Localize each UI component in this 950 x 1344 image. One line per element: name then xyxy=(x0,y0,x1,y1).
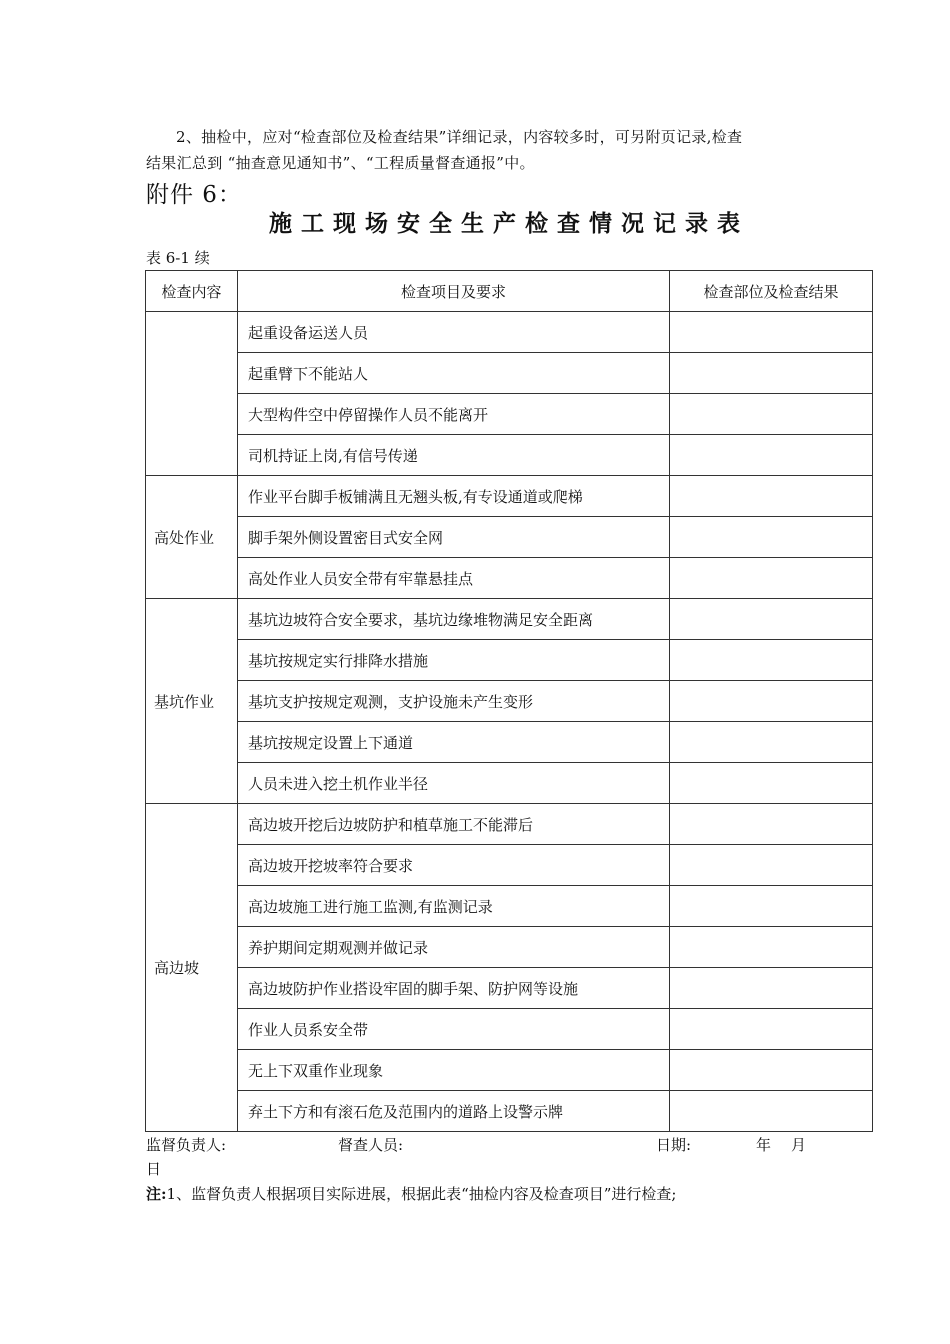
requirement-cell: 大型构件空中停留操作人员不能离开 xyxy=(238,394,670,435)
category-cell: 高处作业 xyxy=(146,476,238,599)
table-row xyxy=(146,763,873,804)
table-header-row xyxy=(146,271,873,312)
requirement-cell: 人员未进入挖土机作业半径 xyxy=(238,763,670,804)
header-results: 检查部位及检查结果 xyxy=(670,271,873,312)
table-row xyxy=(146,722,873,763)
inspection-table xyxy=(145,270,873,1132)
result-cell[interactable] xyxy=(670,763,873,804)
result-cell[interactable] xyxy=(670,1050,873,1091)
result-cell[interactable] xyxy=(670,968,873,1009)
supervisor-label: 监督负责人: xyxy=(146,1136,227,1154)
table-row xyxy=(146,476,873,517)
table-row xyxy=(146,640,873,681)
table-row xyxy=(146,1009,873,1050)
requirement-cell: 弃土下方和有滚石危及范围内的道路上设警示牌 xyxy=(238,1091,670,1132)
requirement-cell: 高边坡施工进行施工监测,有监测记录 xyxy=(238,886,670,927)
footnote-text: 1、监督负责人根据项目实际进展，根据此表“抽检内容及检查项目”进行检查; xyxy=(166,1185,677,1203)
result-cell[interactable] xyxy=(670,558,873,599)
day-label: 日 xyxy=(146,1160,162,1178)
table-row xyxy=(146,845,873,886)
requirement-cell: 司机持证上岗,有信号传递 xyxy=(238,435,670,476)
result-cell[interactable] xyxy=(670,804,873,845)
requirement-cell: 高处作业人员安全带有牢靠悬挂点 xyxy=(238,558,670,599)
requirement-cell: 基坑按规定实行排降水措施 xyxy=(238,640,670,681)
table-row xyxy=(146,435,873,476)
category-cell: 基坑作业 xyxy=(146,599,238,804)
result-cell[interactable] xyxy=(670,681,873,722)
requirement-cell: 无上下双重作业现象 xyxy=(238,1050,670,1091)
result-cell[interactable] xyxy=(670,353,873,394)
result-cell[interactable] xyxy=(670,599,873,640)
result-cell[interactable] xyxy=(670,1091,873,1132)
result-cell[interactable] xyxy=(670,886,873,927)
table-row xyxy=(146,886,873,927)
result-cell[interactable] xyxy=(670,640,873,681)
requirement-cell: 作业平台脚手板铺满且无翘头板,有专设通道或爬梯 xyxy=(238,476,670,517)
table-row xyxy=(146,353,873,394)
table-row xyxy=(146,558,873,599)
requirement-cell: 起重臂下不能站人 xyxy=(238,353,670,394)
header-content: 检查内容 xyxy=(146,271,238,312)
page-title: 施工现场安全生产检查情况记录表 xyxy=(269,210,749,237)
result-cell[interactable] xyxy=(670,845,873,886)
requirement-cell: 高边坡开挖后边坡防护和植草施工不能滞后 xyxy=(238,804,670,845)
result-cell[interactable] xyxy=(670,476,873,517)
requirement-cell: 作业人员系安全带 xyxy=(238,1009,670,1050)
requirement-cell: 高边坡开挖坡率符合要求 xyxy=(238,845,670,886)
top-note-line-2: 结果汇总到 “抽查意见通知书”、“工程质量督查通报”中。 xyxy=(146,154,535,172)
table-row xyxy=(146,517,873,558)
table-row xyxy=(146,968,873,1009)
requirement-cell: 高边坡防护作业搭设牢固的脚手架、防护网等设施 xyxy=(238,968,670,1009)
result-cell[interactable] xyxy=(670,517,873,558)
result-cell[interactable] xyxy=(670,1009,873,1050)
table-row xyxy=(146,599,873,640)
category-cell: 高边坡 xyxy=(146,804,238,1132)
footnote xyxy=(146,1183,676,1204)
requirement-cell: 脚手架外侧设置密目式安全网 xyxy=(238,517,670,558)
result-cell[interactable] xyxy=(670,394,873,435)
result-cell[interactable] xyxy=(670,435,873,476)
requirement-cell: 基坑按规定设置上下通道 xyxy=(238,722,670,763)
table-row xyxy=(146,312,873,353)
table-row xyxy=(146,1050,873,1091)
date-label: 日期: xyxy=(656,1136,692,1154)
requirement-cell: 起重设备运送人员 xyxy=(238,312,670,353)
category-cell xyxy=(146,312,238,476)
result-cell[interactable] xyxy=(670,722,873,763)
result-cell[interactable] xyxy=(670,312,873,353)
year-label: 年 xyxy=(756,1136,772,1154)
table-row xyxy=(146,394,873,435)
table-row xyxy=(146,804,873,845)
result-cell[interactable] xyxy=(670,927,873,968)
top-note-line-1: 2、抽检中，应对“检查部位及检查结果”详细记录，内容较多时，可另附页记录,检查 xyxy=(176,128,743,146)
table-row xyxy=(146,1091,873,1132)
footnote-label: 注: xyxy=(146,1185,167,1203)
inspector-label: 督查人员: xyxy=(338,1136,404,1154)
table-number: 表 6-1 续 xyxy=(146,249,210,267)
table-row xyxy=(146,927,873,968)
header-items: 检查项目及要求 xyxy=(238,271,670,312)
requirement-cell: 养护期间定期观测并做记录 xyxy=(238,927,670,968)
table-row xyxy=(146,681,873,722)
month-label: 月 xyxy=(791,1136,807,1154)
requirement-cell: 基坑边坡符合安全要求，基坑边缘堆物满足安全距离 xyxy=(238,599,670,640)
requirement-cell: 基坑支护按规定观测，支护设施未产生变形 xyxy=(238,681,670,722)
top-note xyxy=(146,124,816,176)
annex-label: 附件 6： xyxy=(146,182,242,208)
